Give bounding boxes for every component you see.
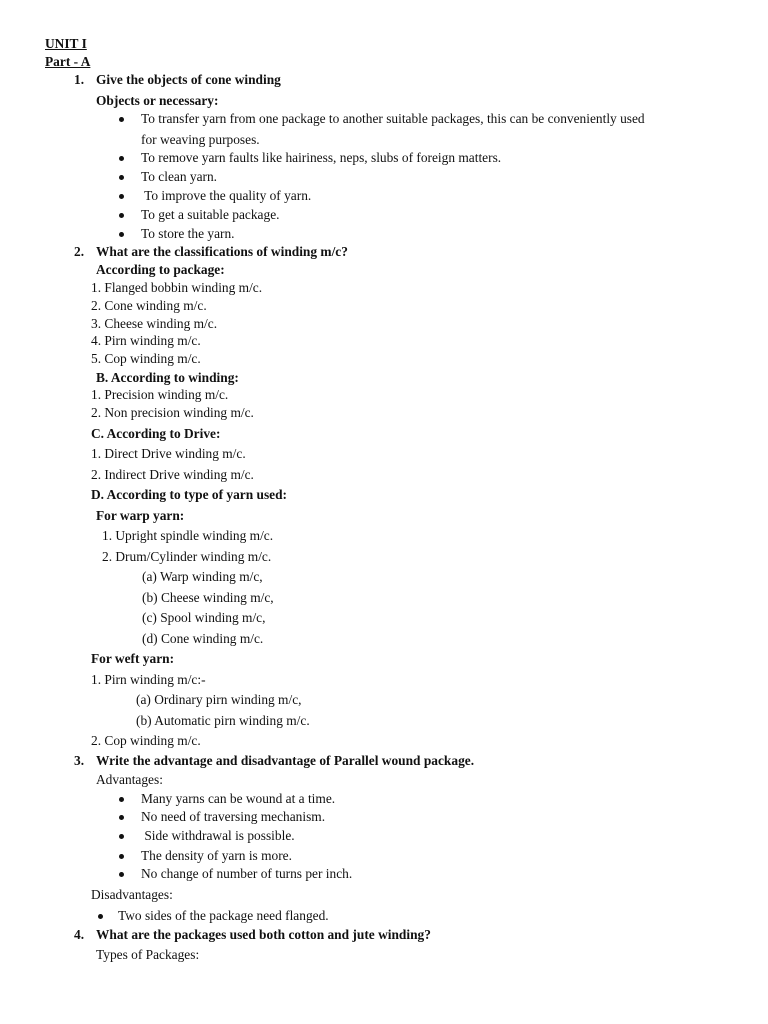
q2-weft-sub-b: (b) Automatic pirn winding m/c. [136, 713, 310, 728]
bullet-dot [119, 834, 124, 839]
q2-number: 2. [74, 244, 85, 259]
q3-number: 3. [74, 753, 85, 768]
q1-title: Give the objects of cone winding [96, 72, 281, 87]
q2-warp-sub-d: (d) Cone winding m/c. [142, 631, 264, 646]
q2-a-item-4: 4. Pirn winding m/c. [91, 333, 201, 348]
q2-weft-item-2: 2. Cop winding m/c. [91, 733, 201, 748]
q2-a-item-5: 5. Cop winding m/c. [91, 351, 201, 366]
q3-adv-item-1: Many yarns can be wound at a time. [141, 791, 336, 806]
bullet-dot [119, 175, 124, 180]
q2-weft-item-1: 1. Pirn winding m/c:- [91, 672, 206, 687]
q2-warp-sub-b: (b) Cheese winding m/c, [142, 590, 274, 605]
bullet-dot [119, 797, 124, 802]
q1-subtitle: Objects or necessary: [96, 93, 219, 108]
q1-bullet-3: To clean yarn. [141, 169, 218, 184]
bullet-dot [119, 194, 124, 199]
bullet-dot [98, 914, 103, 919]
bullet-dot [119, 117, 124, 122]
q2-warp-sub-c: (c) Spool winding m/c, [142, 610, 266, 625]
q1-bullet-6: To store the yarn. [141, 226, 235, 241]
q3-adv-item-5: No change of number of turns per inch. [141, 866, 353, 881]
q1-bullet-4: To improve the quality of yarn. [141, 188, 312, 203]
q2-c-item-1: 1. Direct Drive winding m/c. [91, 446, 246, 461]
q2-warp-sub-a: (a) Warp winding m/c, [142, 569, 263, 584]
bullet-dot [119, 854, 124, 859]
part-heading: Part - A [45, 54, 91, 69]
q2-b-item-1: 1. Precision winding m/c. [91, 387, 229, 402]
q1-bullet-1: To transfer yarn from one package to another suitable packages, this can be conveniently used [141, 111, 645, 126]
q2-a-item-3: 3. Cheese winding m/c. [91, 316, 218, 331]
q3-adv-heading: Advantages: [96, 772, 163, 787]
q1-bullet-1-cont: for weaving purposes. [141, 132, 260, 147]
q4-number: 4. [74, 927, 85, 942]
q2-a-heading: According to package: [96, 262, 225, 277]
q3-dis-heading: Disadvantages: [91, 887, 173, 902]
q2-b-heading: B. According to winding: [96, 370, 239, 385]
bullet-dot [119, 232, 124, 237]
q2-title: What are the classifications of winding m/c? [96, 244, 348, 259]
q3-adv-item-2: No need of traversing mechanism. [141, 809, 326, 824]
q2-d-heading: D. According to type of yarn used: [91, 487, 288, 502]
q2-b-item-2: 2. Non precision winding m/c. [91, 405, 254, 420]
q4-sub: Types of Packages: [96, 947, 200, 962]
bullet-dot [119, 156, 124, 161]
q3-title: Write the advantage and disadvantage of Parallel wound package. [96, 753, 475, 768]
q2-warp-heading: For warp yarn: [96, 508, 185, 523]
q1-bullet-2: To remove yarn faults like hairiness, neps, slubs of foreign matters. [141, 150, 502, 165]
q2-a-item-2: 2. Cone winding m/c. [91, 298, 207, 313]
q1-number: 1. [74, 72, 85, 87]
q3-adv-item-4: The density of yarn is more. [141, 848, 292, 863]
q2-weft-heading: For weft yarn: [91, 651, 175, 666]
q3-dis-item-1: Two sides of the package need flanged. [118, 908, 329, 923]
unit-heading: UNIT I [45, 36, 87, 51]
q1-bullet-5: To get a suitable package. [141, 207, 280, 222]
q2-c-item-2: 2. Indirect Drive winding m/c. [91, 467, 254, 482]
q2-weft-sub-a: (a) Ordinary pirn winding m/c, [136, 692, 302, 707]
bullet-dot [119, 815, 124, 820]
q2-warp-item-2: 2. Drum/Cylinder winding m/c. [102, 549, 272, 564]
q2-a-item-1: 1. Flanged bobbin winding m/c. [91, 280, 263, 295]
q4-title: What are the packages used both cotton and jute winding? [96, 927, 431, 942]
q3-adv-item-3: Side withdrawal is possible. [141, 828, 295, 843]
bullet-dot [119, 213, 124, 218]
bullet-dot [119, 872, 124, 877]
q2-warp-item-1: 1. Upright spindle winding m/c. [102, 528, 274, 543]
q2-c-heading: C. According to Drive: [91, 426, 221, 441]
